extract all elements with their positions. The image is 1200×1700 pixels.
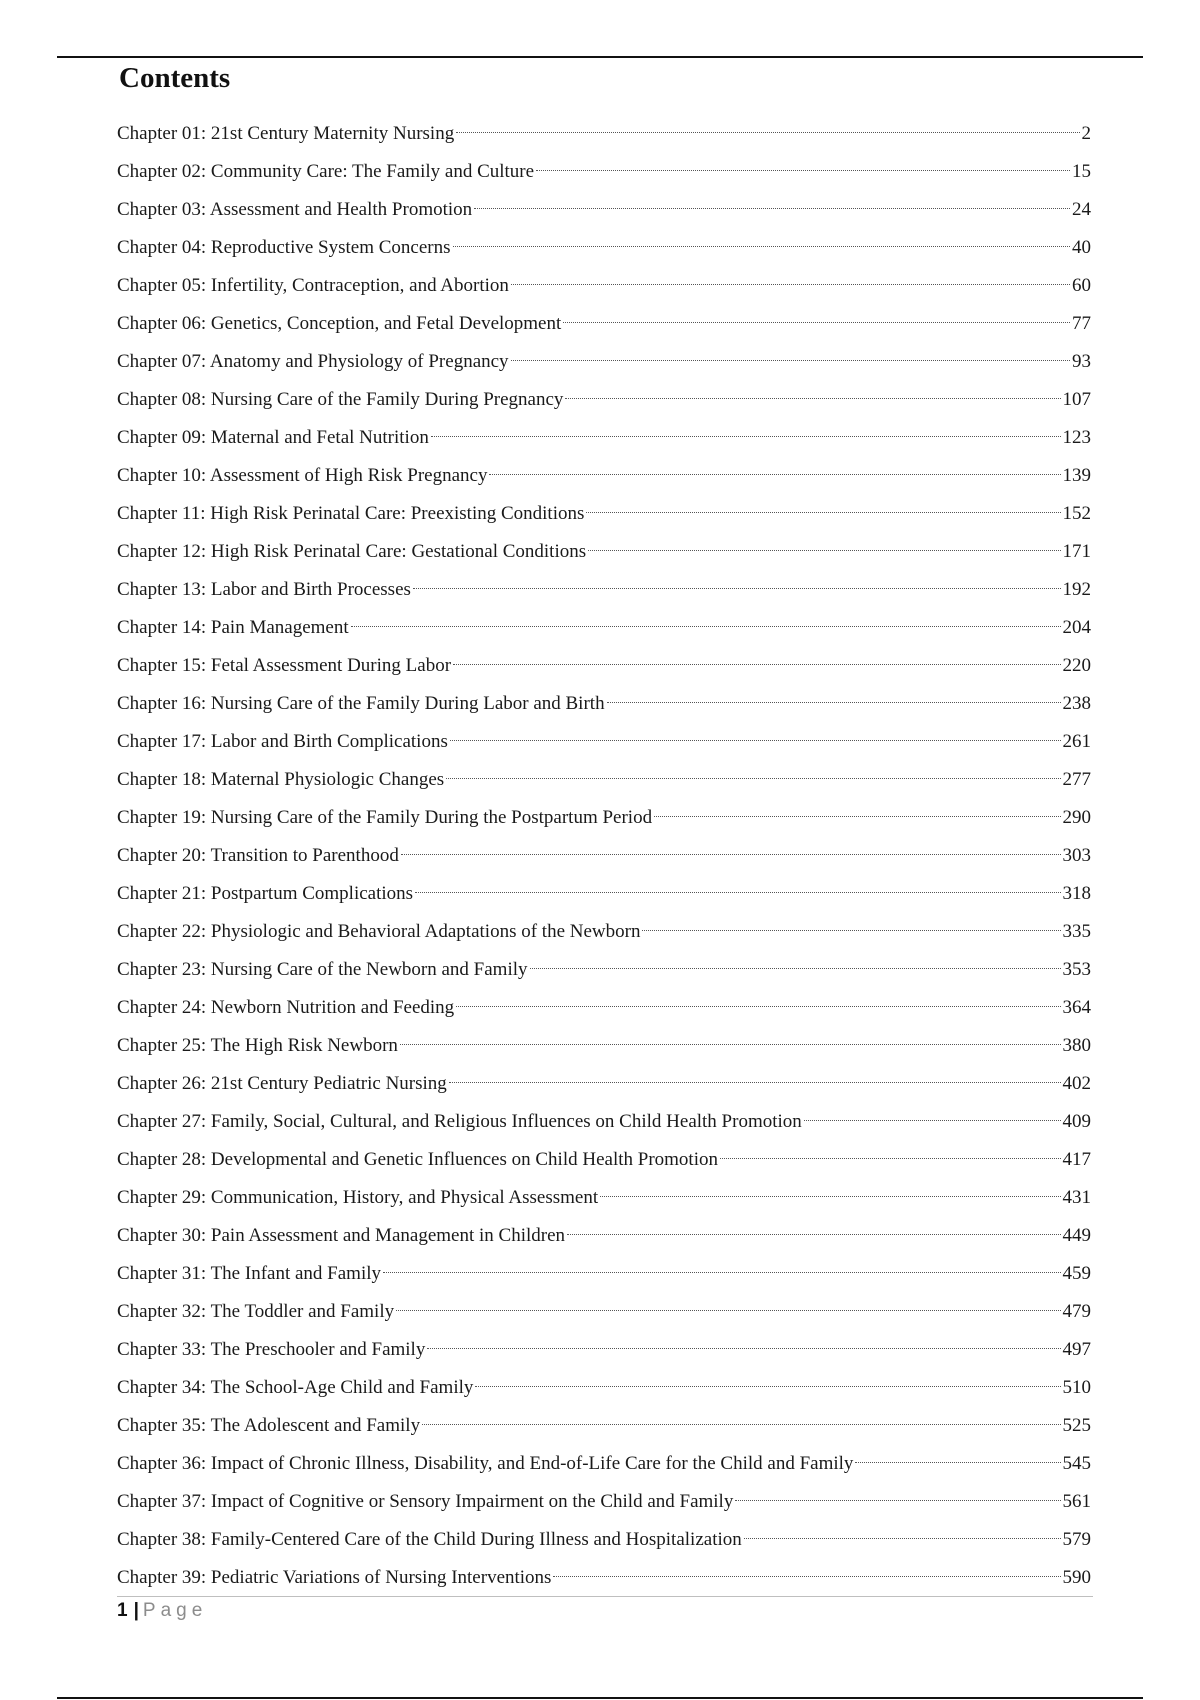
toc-entry[interactable] xyxy=(117,229,1091,267)
footer-page-number: 1 xyxy=(117,1600,128,1621)
toc-entry-page-number[interactable]: 238 xyxy=(1062,693,1091,714)
page-title: Contents xyxy=(119,62,231,94)
dot-leader xyxy=(422,1424,1060,1425)
dot-leader xyxy=(474,208,1070,209)
dot-leader xyxy=(553,1576,1060,1577)
toc-entry-label[interactable]: Chapter 08: Nursing Care of the Family During Pregnancy xyxy=(117,389,564,410)
toc-entry[interactable] xyxy=(117,1331,1091,1369)
dot-leader xyxy=(642,930,1060,931)
dot-leader xyxy=(536,170,1070,171)
dot-leader xyxy=(431,436,1061,437)
toc-entry[interactable] xyxy=(117,1217,1091,1255)
toc-entry-page-number[interactable]: 525 xyxy=(1062,1415,1091,1436)
toc-entry[interactable] xyxy=(117,875,1091,913)
dot-leader xyxy=(383,1272,1060,1273)
toc-entry-label[interactable]: Chapter 03: Assessment and Health Promotion xyxy=(117,199,473,220)
dot-leader xyxy=(456,132,1079,133)
toc-entry-page-number[interactable]: 107 xyxy=(1062,389,1091,410)
dot-leader xyxy=(450,740,1061,741)
dot-leader xyxy=(351,626,1061,627)
toc-entry-page-number[interactable]: 290 xyxy=(1062,807,1091,828)
toc-entry-label[interactable]: Chapter 05: Infertility, Contraception, and Abortion xyxy=(117,275,509,296)
toc-entry[interactable] xyxy=(117,799,1091,837)
toc-entry-label[interactable]: Chapter 33: The Preschooler and Family xyxy=(117,1339,426,1360)
toc-entry[interactable] xyxy=(117,647,1091,685)
toc-entry-page-number[interactable]: 171 xyxy=(1062,541,1091,562)
footer-page-label: Page xyxy=(142,1600,208,1621)
dot-leader xyxy=(453,246,1071,247)
toc-entry[interactable] xyxy=(117,723,1091,761)
toc-entry[interactable] xyxy=(117,1179,1091,1217)
dot-leader xyxy=(567,1234,1060,1235)
toc-entry-label[interactable]: Chapter 20: Transition to Parenthood xyxy=(117,845,399,866)
toc-entry-label[interactable]: Chapter 31: The Infant and Family xyxy=(117,1263,382,1284)
dot-leader xyxy=(586,512,1060,513)
toc-entry-label[interactable]: Chapter 30: Pain Assessment and Management in Children xyxy=(117,1225,566,1246)
toc-entry-label[interactable]: Chapter 12: High Risk Perinatal Care: Gestational Conditions xyxy=(117,541,587,562)
dot-leader xyxy=(453,664,1060,665)
toc-entry-page-number[interactable]: 561 xyxy=(1062,1491,1091,1512)
toc-entry-page-number[interactable]: 579 xyxy=(1062,1529,1091,1550)
toc-entry[interactable] xyxy=(117,457,1091,495)
toc-entry-label[interactable]: Chapter 07: Anatomy and Physiology of Pregnancy xyxy=(117,351,509,372)
toc-entry[interactable] xyxy=(117,343,1091,381)
dot-leader xyxy=(565,398,1060,399)
dot-leader xyxy=(511,284,1070,285)
table-of-contents xyxy=(117,115,1091,1597)
toc-entry-label[interactable]: Chapter 09: Maternal and Fetal Nutrition xyxy=(117,427,429,448)
toc-entry-page-number[interactable]: 353 xyxy=(1062,959,1091,980)
toc-entry-label[interactable]: Chapter 04: Reproductive System Concerns xyxy=(117,237,451,258)
toc-entry-label[interactable]: Chapter 19: Nursing Care of the Family During the Postpartum Period xyxy=(117,807,653,828)
toc-entry[interactable] xyxy=(117,1559,1091,1597)
dot-leader xyxy=(489,474,1060,475)
toc-entry[interactable] xyxy=(117,533,1091,571)
toc-entry-label[interactable]: Chapter 23: Nursing Care of the Newborn and Family xyxy=(117,959,528,980)
dot-leader xyxy=(607,702,1061,703)
toc-entry[interactable] xyxy=(117,837,1091,875)
toc-entry-label[interactable]: Chapter 28: Developmental and Genetic Influences on Child Health Promotion xyxy=(117,1149,718,1170)
toc-entry-label[interactable]: Chapter 38: Family-Centered Care of the Child During Illness and Hospitalization xyxy=(117,1529,742,1550)
toc-entry[interactable] xyxy=(117,1293,1091,1331)
footer-separator: | xyxy=(133,1600,139,1621)
toc-entry-label[interactable]: Chapter 29: Communication, History, and Physical Assessment xyxy=(117,1187,599,1208)
toc-entry-page-number[interactable]: 24 xyxy=(1072,199,1091,220)
toc-entry-page-number[interactable]: 60 xyxy=(1072,275,1091,296)
page-footer xyxy=(117,1600,207,1622)
toc-entry-label[interactable]: Chapter 10: Assessment of High Risk Pregnancy xyxy=(117,465,488,486)
toc-entry-page-number[interactable]: 303 xyxy=(1062,845,1091,866)
toc-entry-label[interactable]: Chapter 39: Pediatric Variations of Nursing Interventions xyxy=(117,1567,552,1588)
toc-entry[interactable] xyxy=(117,1521,1091,1559)
dot-leader xyxy=(475,1386,1060,1387)
toc-entry[interactable] xyxy=(117,609,1091,647)
toc-entry[interactable] xyxy=(117,191,1091,229)
toc-entry-label[interactable]: Chapter 14: Pain Management xyxy=(117,617,349,638)
dot-leader xyxy=(449,1082,1061,1083)
toc-entry-page-number[interactable]: 380 xyxy=(1062,1035,1091,1056)
toc-entry[interactable] xyxy=(117,495,1091,533)
toc-entry-page-number[interactable]: 192 xyxy=(1062,579,1091,600)
toc-entry-page-number[interactable]: 204 xyxy=(1062,617,1091,638)
toc-entry-label[interactable]: Chapter 15: Fetal Assessment During Labor xyxy=(117,655,452,676)
toc-entry-label[interactable]: Chapter 22: Physiologic and Behavioral Adaptations of the Newborn xyxy=(117,921,641,942)
toc-entry-page-number[interactable]: 77 xyxy=(1072,313,1091,334)
toc-entry-page-number[interactable]: 545 xyxy=(1062,1453,1091,1474)
toc-entry-page-number[interactable]: 402 xyxy=(1062,1073,1091,1094)
toc-entry[interactable] xyxy=(117,419,1091,457)
toc-entry[interactable] xyxy=(117,1255,1091,1293)
toc-entry-page-number[interactable]: 479 xyxy=(1062,1301,1091,1322)
toc-entry[interactable] xyxy=(117,1445,1091,1483)
toc-entry-page-number[interactable]: 431 xyxy=(1062,1187,1091,1208)
dot-leader xyxy=(563,322,1070,323)
toc-entry-label[interactable]: Chapter 36: Impact of Chronic Illness, Disability, and End-of-Life Care for the Child and Family xyxy=(117,1453,854,1474)
toc-entry-page-number[interactable]: 510 xyxy=(1062,1377,1091,1398)
dot-leader xyxy=(400,1044,1061,1045)
toc-entry-page-number[interactable]: 220 xyxy=(1062,655,1091,676)
toc-entry-label[interactable]: Chapter 18: Maternal Physiologic Changes xyxy=(117,769,445,790)
toc-entry[interactable] xyxy=(117,115,1091,153)
toc-entry-label[interactable]: Chapter 13: Labor and Birth Processes xyxy=(117,579,411,600)
toc-entry[interactable] xyxy=(117,1369,1091,1407)
dot-leader xyxy=(744,1538,1061,1539)
toc-entry-page-number[interactable]: 449 xyxy=(1062,1225,1091,1246)
toc-entry-page-number[interactable]: 459 xyxy=(1062,1263,1091,1284)
bottom-rule xyxy=(57,1697,1143,1699)
toc-entry[interactable] xyxy=(117,951,1091,989)
toc-entry-label[interactable]: Chapter 11: High Risk Perinatal Care: Preexisting Conditions xyxy=(117,503,585,524)
toc-entry[interactable] xyxy=(117,571,1091,609)
toc-entry-page-number[interactable]: 497 xyxy=(1062,1339,1091,1360)
toc-entry-label[interactable]: Chapter 02: Community Care: The Family and Culture xyxy=(117,161,535,182)
toc-entry-page-number[interactable]: 15 xyxy=(1072,161,1091,182)
dot-leader xyxy=(855,1462,1060,1463)
dot-leader xyxy=(413,588,1061,589)
toc-entry-page-number[interactable]: 409 xyxy=(1062,1111,1091,1132)
dot-leader xyxy=(530,968,1061,969)
toc-entry-label[interactable]: Chapter 06: Genetics, Conception, and Fetal Development xyxy=(117,313,562,334)
toc-entry-label[interactable]: Chapter 16: Nursing Care of the Family During Labor and Birth xyxy=(117,693,605,714)
toc-entry[interactable] xyxy=(117,153,1091,191)
dot-leader xyxy=(600,1196,1060,1197)
toc-entry[interactable] xyxy=(117,1141,1091,1179)
toc-entry[interactable] xyxy=(117,989,1091,1027)
toc-entry-label[interactable]: Chapter 17: Labor and Birth Complications xyxy=(117,731,448,752)
toc-entry[interactable] xyxy=(117,1103,1091,1141)
toc-entry[interactable] xyxy=(117,267,1091,305)
toc-entry-page-number[interactable]: 277 xyxy=(1062,769,1091,790)
toc-entry-page-number[interactable]: 123 xyxy=(1062,427,1091,448)
dot-leader xyxy=(427,1348,1060,1349)
toc-entry-label[interactable]: Chapter 27: Family, Social, Cultural, and Religious Influences on Child Health Promotion xyxy=(117,1111,802,1132)
toc-entry[interactable] xyxy=(117,305,1091,343)
toc-entry-label[interactable]: Chapter 37: Impact of Cognitive or Sensory Impairment on the Child and Family xyxy=(117,1491,734,1512)
toc-entry[interactable] xyxy=(117,913,1091,951)
dot-leader xyxy=(588,550,1060,551)
toc-entry-label[interactable]: Chapter 21: Postpartum Complications xyxy=(117,883,414,904)
toc-entry-page-number[interactable]: 335 xyxy=(1062,921,1091,942)
toc-entry-page-number[interactable]: 139 xyxy=(1062,465,1091,486)
toc-entry[interactable] xyxy=(117,1027,1091,1065)
dot-leader xyxy=(804,1120,1061,1121)
toc-entry-label[interactable]: Chapter 26: 21st Century Pediatric Nursing xyxy=(117,1073,447,1094)
toc-entry[interactable] xyxy=(117,1483,1091,1521)
toc-entry[interactable] xyxy=(117,1407,1091,1445)
toc-entry-label[interactable]: Chapter 25: The High Risk Newborn xyxy=(117,1035,398,1056)
toc-entry-label[interactable]: Chapter 24: Newborn Nutrition and Feeding xyxy=(117,997,455,1018)
toc-entry-page-number[interactable]: 40 xyxy=(1072,237,1091,258)
toc-entry-label[interactable]: Chapter 34: The School-Age Child and Family xyxy=(117,1377,474,1398)
dot-leader xyxy=(401,854,1061,855)
dot-leader xyxy=(396,1310,1060,1311)
toc-entry[interactable] xyxy=(117,685,1091,723)
toc-entry-label[interactable]: Chapter 35: The Adolescent and Family xyxy=(117,1415,421,1436)
toc-entry[interactable] xyxy=(117,761,1091,799)
dot-leader xyxy=(456,1006,1060,1007)
footer-rule xyxy=(117,1596,1093,1597)
toc-entry-page-number[interactable]: 590 xyxy=(1062,1567,1091,1588)
dot-leader xyxy=(720,1158,1061,1159)
toc-entry-page-number[interactable]: 364 xyxy=(1062,997,1091,1018)
toc-entry[interactable] xyxy=(117,381,1091,419)
toc-entry-page-number[interactable]: 261 xyxy=(1062,731,1091,752)
toc-entry-page-number[interactable]: 152 xyxy=(1062,503,1091,524)
toc-entry-label[interactable]: Chapter 01: 21st Century Maternity Nursing xyxy=(117,123,455,144)
toc-entry-label[interactable]: Chapter 32: The Toddler and Family xyxy=(117,1301,395,1322)
toc-entry-page-number[interactable]: 417 xyxy=(1062,1149,1091,1170)
toc-entry-page-number[interactable]: 93 xyxy=(1072,351,1091,372)
dot-leader xyxy=(415,892,1060,893)
toc-entry-page-number[interactable]: 318 xyxy=(1062,883,1091,904)
dot-leader xyxy=(511,360,1070,361)
toc-entry[interactable] xyxy=(117,1065,1091,1103)
dot-leader xyxy=(446,778,1060,779)
dot-leader xyxy=(735,1500,1060,1501)
toc-entry-page-number[interactable]: 2 xyxy=(1081,123,1091,144)
dot-leader xyxy=(654,816,1060,817)
